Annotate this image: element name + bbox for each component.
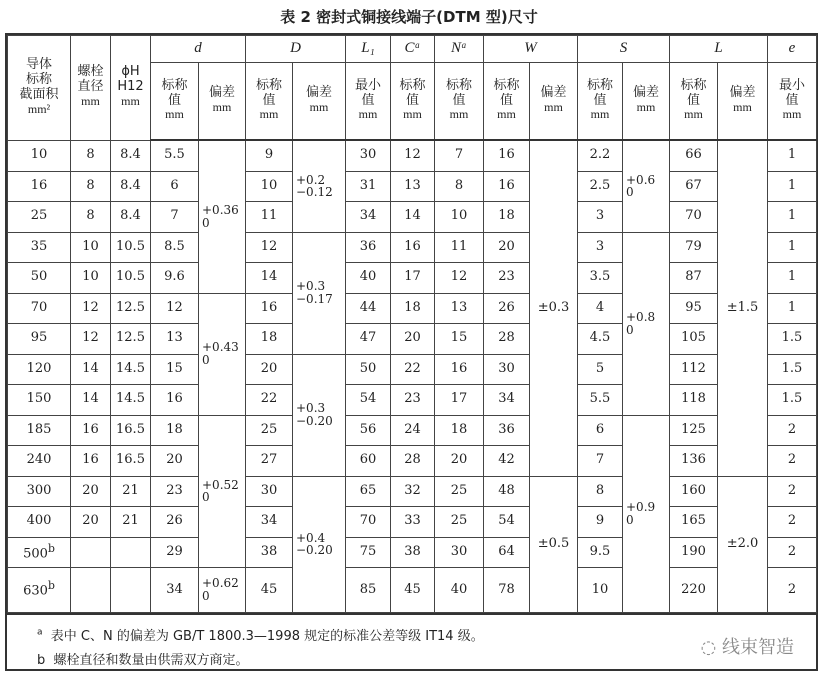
table-row [8, 537, 817, 568]
cell-c: 22 [391, 354, 435, 385]
cell-n: 20 [435, 446, 484, 477]
table-row [8, 232, 817, 263]
header-5: W [484, 36, 578, 63]
cell-w: 36 [484, 415, 530, 446]
cell-l: 70 [670, 202, 718, 233]
cell-c: 14 [391, 202, 435, 233]
table-row [8, 446, 817, 477]
cell-h: 14.5 [111, 385, 151, 416]
cell-e: 2 [768, 568, 817, 613]
cell-s: 6 [578, 415, 623, 446]
header-7: L [670, 36, 768, 63]
cell-d: 15 [151, 354, 199, 385]
table-row [8, 140, 817, 171]
table-row [8, 476, 817, 507]
header-nominal: 标称 值 mm [435, 63, 484, 141]
cell-e: 2 [768, 476, 817, 507]
cell-e: 2 [768, 415, 817, 446]
deviation-W: ±0.3 [530, 140, 578, 476]
table-row [8, 263, 817, 294]
cell-c: 12 [391, 140, 435, 171]
cell-l: 220 [670, 568, 718, 613]
deviation-S: +0.6 0 [623, 140, 670, 232]
cell-d: 16 [151, 385, 199, 416]
cell-n: 7 [435, 140, 484, 171]
table-row [8, 385, 817, 416]
cell-area: 35 [8, 232, 71, 263]
deviation-D: +0.3 −0.17 [293, 232, 346, 354]
cell-h [111, 537, 151, 568]
cell-c: 18 [391, 293, 435, 324]
header-6: S [578, 36, 670, 63]
cell-h: 21 [111, 476, 151, 507]
cell-n: 40 [435, 568, 484, 613]
table-row [8, 507, 817, 538]
cell-l1: 36 [346, 232, 391, 263]
cell-bolt: 8 [71, 171, 111, 202]
cell-h: 12.5 [111, 293, 151, 324]
cell-D: 30 [246, 476, 293, 507]
cell-c: 24 [391, 415, 435, 446]
deviation-D: +0.3 −0.20 [293, 354, 346, 476]
cell-d: 6 [151, 171, 199, 202]
header-minimum: 最小 值 mm [768, 63, 817, 141]
cell-D: 27 [246, 446, 293, 477]
cell-w: 64 [484, 537, 530, 568]
cell-n: 12 [435, 263, 484, 294]
cell-D: 12 [246, 232, 293, 263]
cell-e: 1 [768, 202, 817, 233]
cell-s: 2.2 [578, 140, 623, 171]
deviation-d: +0.52 0 [199, 415, 246, 568]
header-h: ϕH H12 mm [111, 36, 151, 141]
cell-area: 150 [8, 385, 71, 416]
cell-s: 8 [578, 476, 623, 507]
cell-w: 42 [484, 446, 530, 477]
header-deviation: 偏差 mm [623, 63, 670, 141]
cell-h: 10.5 [111, 232, 151, 263]
cell-bolt: 8 [71, 140, 111, 171]
cell-l: 112 [670, 354, 718, 385]
cell-area: 185 [8, 415, 71, 446]
table-title: 表 2 密封式铜接线端子(DTM 型)尺寸 [280, 8, 538, 26]
cell-area: 120 [8, 354, 71, 385]
cell-h: 8.4 [111, 202, 151, 233]
cell-h: 16.5 [111, 446, 151, 477]
cell-e: 1 [768, 263, 817, 294]
header-nominal: 标称 值 mm [484, 63, 530, 141]
cell-e: 1 [768, 140, 817, 171]
cell-l1: 85 [346, 568, 391, 613]
cell-w: 54 [484, 507, 530, 538]
cell-e: 1.5 [768, 385, 817, 416]
cell-c: 16 [391, 232, 435, 263]
cell-c: 38 [391, 537, 435, 568]
header-deviation: 偏差 mm [718, 63, 768, 141]
header-8: e [768, 36, 817, 63]
table-row [8, 202, 817, 233]
cell-d: 13 [151, 324, 199, 355]
cell-h: 8.4 [111, 140, 151, 171]
cell-l1: 70 [346, 507, 391, 538]
cell-e: 1 [768, 171, 817, 202]
cell-D: 34 [246, 507, 293, 538]
cell-s: 9.5 [578, 537, 623, 568]
header-area: 导体 标称 截面积 mm² [8, 36, 71, 141]
header-nominal: 标称 值 mm [391, 63, 435, 141]
dimension-table [5, 33, 818, 671]
cell-bolt: 20 [71, 507, 111, 538]
header-3: Cᵃ [391, 36, 435, 63]
deviation-d: +0.36 0 [199, 140, 246, 293]
cell-d: 8.5 [151, 232, 199, 263]
cell-l: 136 [670, 446, 718, 477]
table-row [8, 415, 817, 446]
cell-s: 5.5 [578, 385, 623, 416]
table-footnotes [7, 613, 816, 669]
cell-bolt: 10 [71, 232, 111, 263]
cell-w: 48 [484, 476, 530, 507]
cell-bolt: 12 [71, 324, 111, 355]
header-1: D [246, 36, 346, 63]
cell-area: 95 [8, 324, 71, 355]
cell-w: 28 [484, 324, 530, 355]
cell-D: 16 [246, 293, 293, 324]
cell-s: 3.5 [578, 263, 623, 294]
cell-l1: 30 [346, 140, 391, 171]
cell-w: 16 [484, 171, 530, 202]
cell-area: 50 [8, 263, 71, 294]
cell-l1: 31 [346, 171, 391, 202]
header-2: L₁ [346, 36, 391, 63]
cell-area: 300 [8, 476, 71, 507]
deviation-D: +0.2 −0.12 [293, 140, 346, 232]
cell-d: 7 [151, 202, 199, 233]
cell-c: 17 [391, 263, 435, 294]
deviation-D: +0.4 −0.20 [293, 476, 346, 613]
cell-d: 18 [151, 415, 199, 446]
cell-s: 3 [578, 202, 623, 233]
cell-c: 32 [391, 476, 435, 507]
cell-s: 7 [578, 446, 623, 477]
table-row [8, 324, 817, 355]
cell-l: 79 [670, 232, 718, 263]
cell-n: 17 [435, 385, 484, 416]
cell-D: 45 [246, 568, 293, 613]
cell-d: 29 [151, 537, 199, 568]
header-nominal: 标称 值 mm [670, 63, 718, 141]
cell-h: 14.5 [111, 354, 151, 385]
cell-bolt: 16 [71, 415, 111, 446]
cell-D: 20 [246, 354, 293, 385]
cell-w: 26 [484, 293, 530, 324]
cell-e: 2 [768, 507, 817, 538]
cell-d: 26 [151, 507, 199, 538]
cell-D: 22 [246, 385, 293, 416]
cell-s: 3 [578, 232, 623, 263]
cell-D: 10 [246, 171, 293, 202]
cell-l1: 56 [346, 415, 391, 446]
cell-bolt: 12 [71, 293, 111, 324]
cell-s: 4.5 [578, 324, 623, 355]
deviation-S: +0.9 0 [623, 415, 670, 613]
cell-l1: 34 [346, 202, 391, 233]
cell-d: 20 [151, 446, 199, 477]
cell-l: 87 [670, 263, 718, 294]
deviation-L: ±1.5 [718, 140, 768, 476]
cell-s: 5 [578, 354, 623, 385]
cell-e: 1.5 [768, 354, 817, 385]
deviation-L: ±2.0 [718, 476, 768, 613]
cell-n: 11 [435, 232, 484, 263]
cell-n: 18 [435, 415, 484, 446]
cell-s: 4 [578, 293, 623, 324]
cell-e: 1.5 [768, 324, 817, 355]
deviation-S: +0.8 0 [623, 232, 670, 415]
deviation-d: +0.43 0 [199, 293, 246, 415]
cell-w: 20 [484, 232, 530, 263]
cell-bolt: 10 [71, 263, 111, 294]
cell-area: 630$^b$ [8, 568, 71, 613]
cell-h [111, 568, 151, 613]
cell-d: 34 [151, 568, 199, 613]
header-deviation: 偏差 mm [530, 63, 578, 141]
cell-c: 23 [391, 385, 435, 416]
cell-d: 23 [151, 476, 199, 507]
cell-c: 28 [391, 446, 435, 477]
cell-s: 2.5 [578, 171, 623, 202]
cell-e: 2 [768, 446, 817, 477]
cell-bolt [71, 568, 111, 613]
cell-l: 67 [670, 171, 718, 202]
cell-n: 8 [435, 171, 484, 202]
cell-l1: 54 [346, 385, 391, 416]
cell-c: 45 [391, 568, 435, 613]
cell-area: 500$^b$ [8, 537, 71, 568]
cell-l1: 60 [346, 446, 391, 477]
header-nominal: 标称 值 mm [246, 63, 293, 141]
header-bolt: 螺栓 直径 mm [71, 36, 111, 141]
table-row [8, 171, 817, 202]
cell-bolt: 20 [71, 476, 111, 507]
cell-area: 10 [8, 140, 71, 171]
cell-D: 38 [246, 537, 293, 568]
watermark-logo: ◌ 线束智造 [700, 637, 794, 658]
header-deviation: 偏差 mm [199, 63, 246, 141]
footnote-b: b 螺栓直径和数量由供需双方商定。 [37, 653, 249, 668]
cell-h: 10.5 [111, 263, 151, 294]
cell-w: 30 [484, 354, 530, 385]
table-row [8, 293, 817, 324]
cell-w: 34 [484, 385, 530, 416]
cell-c: 13 [391, 171, 435, 202]
table-row [8, 354, 817, 385]
cell-area: 25 [8, 202, 71, 233]
cell-n: 10 [435, 202, 484, 233]
cell-n: 30 [435, 537, 484, 568]
cell-d: 9.6 [151, 263, 199, 294]
cell-l: 95 [670, 293, 718, 324]
table-row [8, 568, 817, 613]
cell-s: 10 [578, 568, 623, 613]
cell-e: 1 [768, 293, 817, 324]
cell-n: 25 [435, 507, 484, 538]
cell-w: 78 [484, 568, 530, 613]
cell-l: 66 [670, 140, 718, 171]
cell-h: 8.4 [111, 171, 151, 202]
cell-area: 16 [8, 171, 71, 202]
cell-l1: 65 [346, 476, 391, 507]
cell-d: 12 [151, 293, 199, 324]
header-nominal: 标称 值 mm [578, 63, 623, 141]
cell-l1: 50 [346, 354, 391, 385]
cell-D: 9 [246, 140, 293, 171]
header-minimum: 最小 值 mm [346, 63, 391, 141]
cell-D: 18 [246, 324, 293, 355]
cell-area: 400 [8, 507, 71, 538]
cell-l1: 40 [346, 263, 391, 294]
cell-n: 15 [435, 324, 484, 355]
cell-s: 9 [578, 507, 623, 538]
cell-D: 11 [246, 202, 293, 233]
cell-D: 14 [246, 263, 293, 294]
cell-h: 16.5 [111, 415, 151, 446]
cell-l: 105 [670, 324, 718, 355]
cell-n: 16 [435, 354, 484, 385]
cell-n: 25 [435, 476, 484, 507]
cell-bolt: 8 [71, 202, 111, 233]
cell-l: 160 [670, 476, 718, 507]
cell-w: 16 [484, 140, 530, 171]
cell-w: 23 [484, 263, 530, 294]
deviation-W: ±0.5 [530, 476, 578, 613]
cell-c: 33 [391, 507, 435, 538]
cell-l: 190 [670, 537, 718, 568]
cell-h: 21 [111, 507, 151, 538]
cell-e: 2 [768, 537, 817, 568]
cell-bolt [71, 537, 111, 568]
cell-l1: 44 [346, 293, 391, 324]
cell-bolt: 14 [71, 354, 111, 385]
cell-n: 13 [435, 293, 484, 324]
cell-l: 118 [670, 385, 718, 416]
cell-area: 240 [8, 446, 71, 477]
cell-l1: 75 [346, 537, 391, 568]
cell-area: 70 [8, 293, 71, 324]
deviation-d: +0.62 0 [199, 568, 246, 613]
header-deviation: 偏差 mm [293, 63, 346, 141]
header-nominal: 标称 值 mm [151, 63, 199, 141]
header-4: Nᵃ [435, 36, 484, 63]
cell-l: 165 [670, 507, 718, 538]
footnote-a: $^a$ 表中 C、N 的偏差为 GB/T 1800.3—1998 规定的标准公差等级 IT14 级。 [37, 627, 484, 644]
cell-D: 25 [246, 415, 293, 446]
cell-e: 1 [768, 232, 817, 263]
cell-d: 5.5 [151, 140, 199, 171]
cell-h: 12.5 [111, 324, 151, 355]
cell-c: 20 [391, 324, 435, 355]
cell-bolt: 16 [71, 446, 111, 477]
header-0: d [151, 36, 246, 63]
cell-l: 125 [670, 415, 718, 446]
cell-l1: 47 [346, 324, 391, 355]
cell-bolt: 14 [71, 385, 111, 416]
cell-w: 18 [484, 202, 530, 233]
